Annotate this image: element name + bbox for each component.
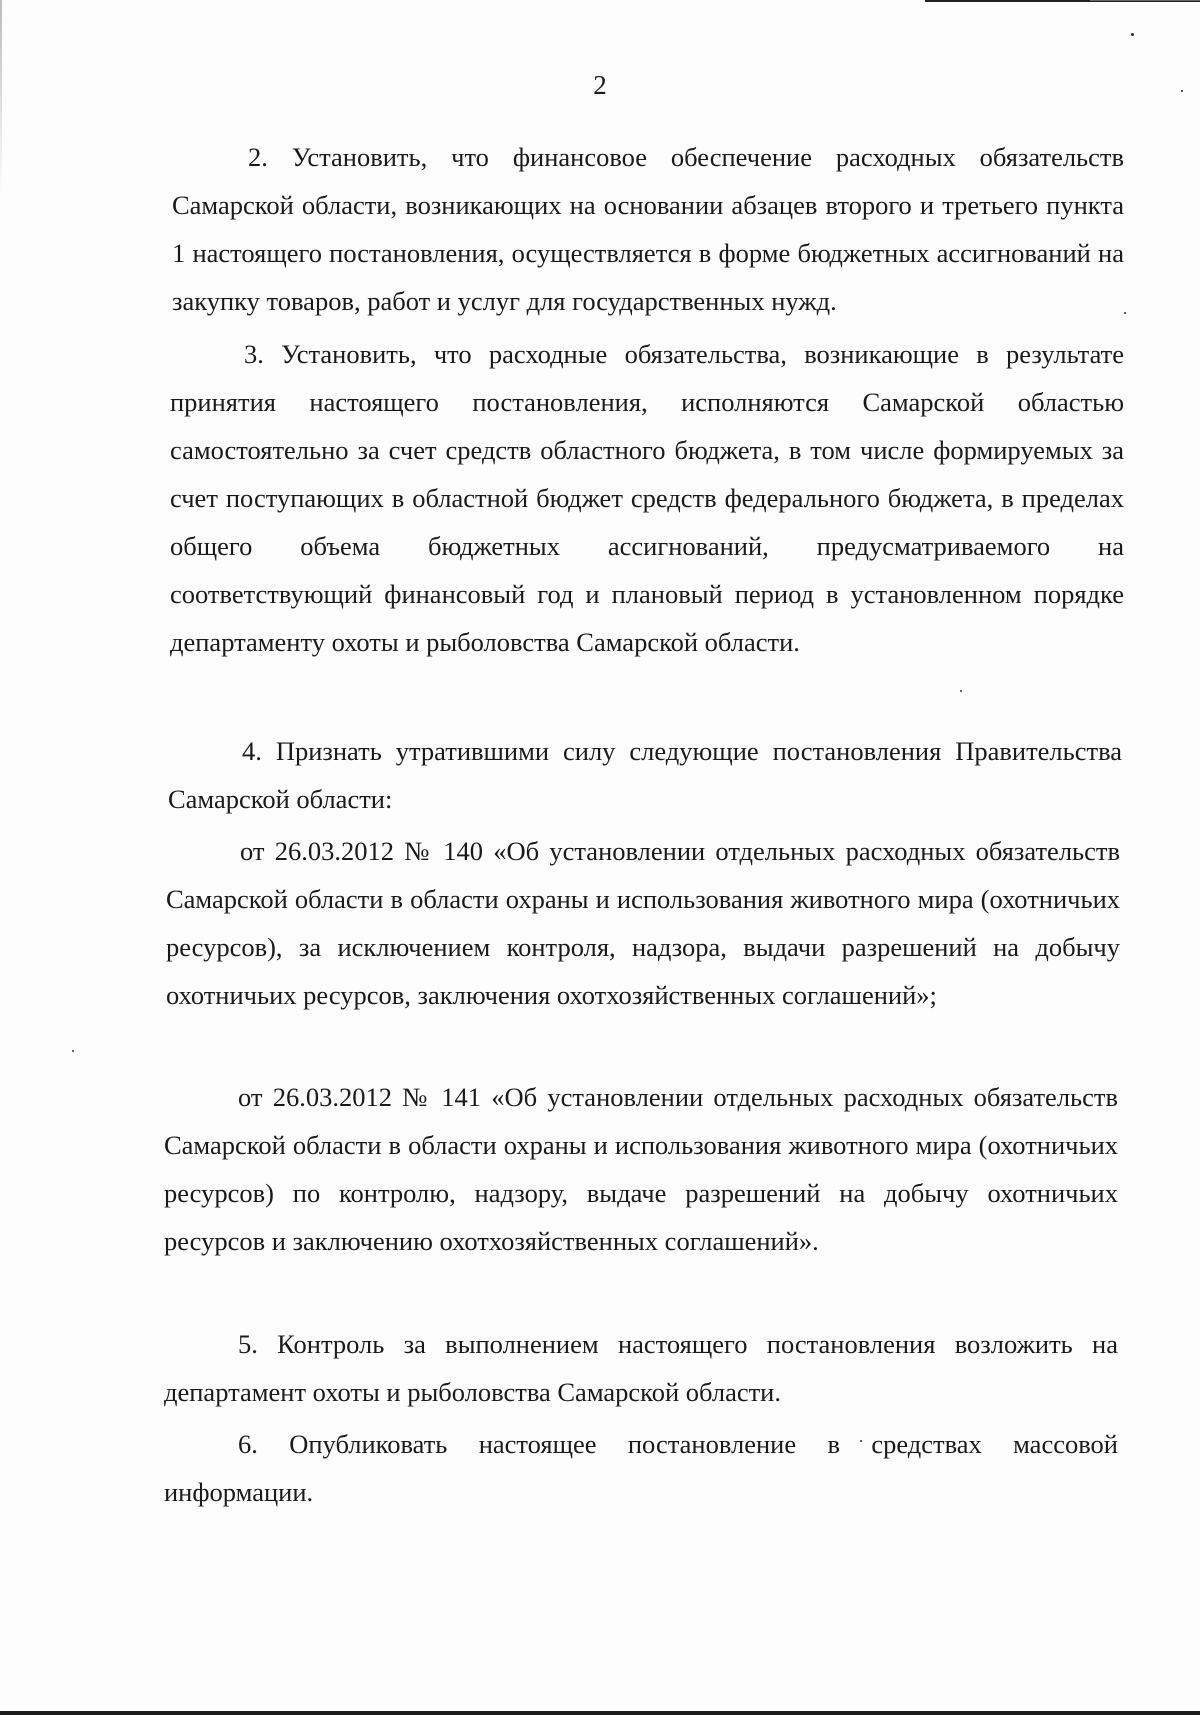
paragraph-4-item-141 xyxy=(164,1073,1118,1265)
paragraph-5 xyxy=(164,1320,1118,1416)
paragraph-text: 6. Опубликовать настоящее постановление в средствах массовой информации. xyxy=(164,1429,1118,1507)
scan-speck xyxy=(960,690,962,692)
scan-speck xyxy=(1131,33,1134,36)
scan-artifact-bottom-line xyxy=(0,1711,1200,1715)
scan-artifact-line xyxy=(1090,0,1200,1)
scan-speck xyxy=(1124,312,1126,314)
page-number: 2 xyxy=(593,70,607,100)
paragraph-text: от 26.03.2012 № 141 «Об установлении отдельных расходных обязательств Самарской области в области охраны и использования животного мира (охотничьих ресурсов) по контролю, надзору, выдаче разрешений на добычу охотничьих ресурсов и заключению охотхозяйственных соглашений». xyxy=(164,1082,1118,1256)
paragraph-text: 5. Контроль за выполнением настоящего постановления возложить на департамент охоты и рыболовства Самарской области. xyxy=(164,1329,1118,1407)
paragraph-2 xyxy=(172,133,1124,325)
paragraph-text: 3. Установить, что расходные обязательства, возникающие в результате принятия настоящего постановления, исполняются Самарской областью самостоятельно за счет средств областного бюджета, в том числе формируемых за счет поступающих в областной бюджет средств федерального бюджета, в пределах общего объема бюджетных ассигнований, предусматриваемого на соответствующий финансовый год и плановый период в установленном порядке департаменту охоты и рыболовства Самарской области. xyxy=(170,339,1124,657)
paragraph-4-item-140 xyxy=(166,827,1120,1019)
scan-speck xyxy=(72,1050,74,1052)
paragraph-text: 2. Установить, что финансовое обеспечение расходных обязательств Самарской области, возникающих на основании абзацев второго и третьего пункта 1 настоящего постановления, осуществляется в форме бюджетных ассигнований на закупку товаров, работ и услуг для государственных нужд. xyxy=(172,142,1124,316)
paragraph-text: от 26.03.2012 № 140 «Об установлении отдельных расходных обязательств Самарской области в области охраны и использования животного мира (охотничьих ресурсов), за исключением контроля, надзора, выдачи разрешений на добычу охотничьих ресурсов, заключения охотхозяйственных соглашений»; xyxy=(166,836,1120,1010)
paragraph-3 xyxy=(170,330,1124,666)
paragraph-4 xyxy=(168,727,1122,823)
paragraph-text: 4. Признать утратившими силу следующие постановления Правительства Самарской области: xyxy=(168,736,1122,814)
paragraph-6 xyxy=(164,1420,1118,1516)
